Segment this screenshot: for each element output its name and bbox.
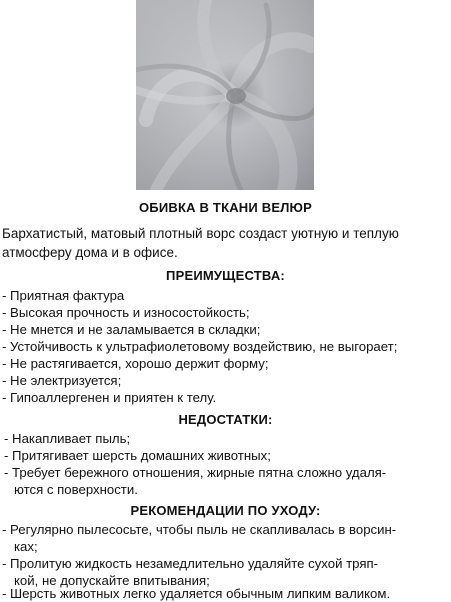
care-item: - Регулярно пылесосьте, чтобы пыль не скапливалась в ворсин- xyxy=(2,522,397,537)
advantage-item: - Не мнется и не заламывается в складки; xyxy=(2,322,261,337)
disadvantage-item-continuation: ются с поверхности. xyxy=(14,482,138,497)
advantage-item: - Гипоаллергенен и приятен к телу. xyxy=(2,390,217,405)
advantage-item: - Не растягивается, хорошо держит форму; xyxy=(2,356,269,371)
disadvantages-heading: НЕДОСТАТКИ: xyxy=(178,412,273,427)
disadvantage-item: - Притягивает шерсть домашних животных; xyxy=(4,448,271,463)
advantage-item: - Не электризуется; xyxy=(2,373,122,388)
advantages-heading: ПРЕИМУЩЕСТВА: xyxy=(166,268,285,283)
disadvantage-item: - Требует бережного отношения, жирные пятна сложно удаля- xyxy=(4,465,387,480)
care-heading: РЕКОМЕНДАЦИИ ПО УХОДУ: xyxy=(130,503,321,518)
main-heading: ОБИВКА В ТКАНИ ВЕЛЮР xyxy=(139,200,312,215)
intro-line-1: Бархатистый, матовый плотный ворс создаст уютную и теплую xyxy=(2,226,399,241)
care-item-continuation: ках; xyxy=(14,539,38,554)
advantage-item: - Устойчивость к ультрафиолетовому воздействию, не выгорает; xyxy=(2,339,398,354)
advantage-item: - Приятная фактура xyxy=(2,288,125,303)
care-item: - Шерсть животных легко удаляется обычным липким валиком. xyxy=(2,586,391,601)
disadvantage-item: - Накапливает пыль; xyxy=(4,431,131,446)
intro-line-2: атмосферу дома и в офисе. xyxy=(2,245,178,260)
fabric-swatch-image xyxy=(136,0,314,190)
advantage-item: - Высокая прочность и износостойкость; xyxy=(2,305,250,320)
care-item-continuation: кой, не допускайте впитывания; xyxy=(14,573,210,588)
care-item: - Пролитую жидкость незамедлительно удаляйте сухой тряп- xyxy=(2,556,378,571)
